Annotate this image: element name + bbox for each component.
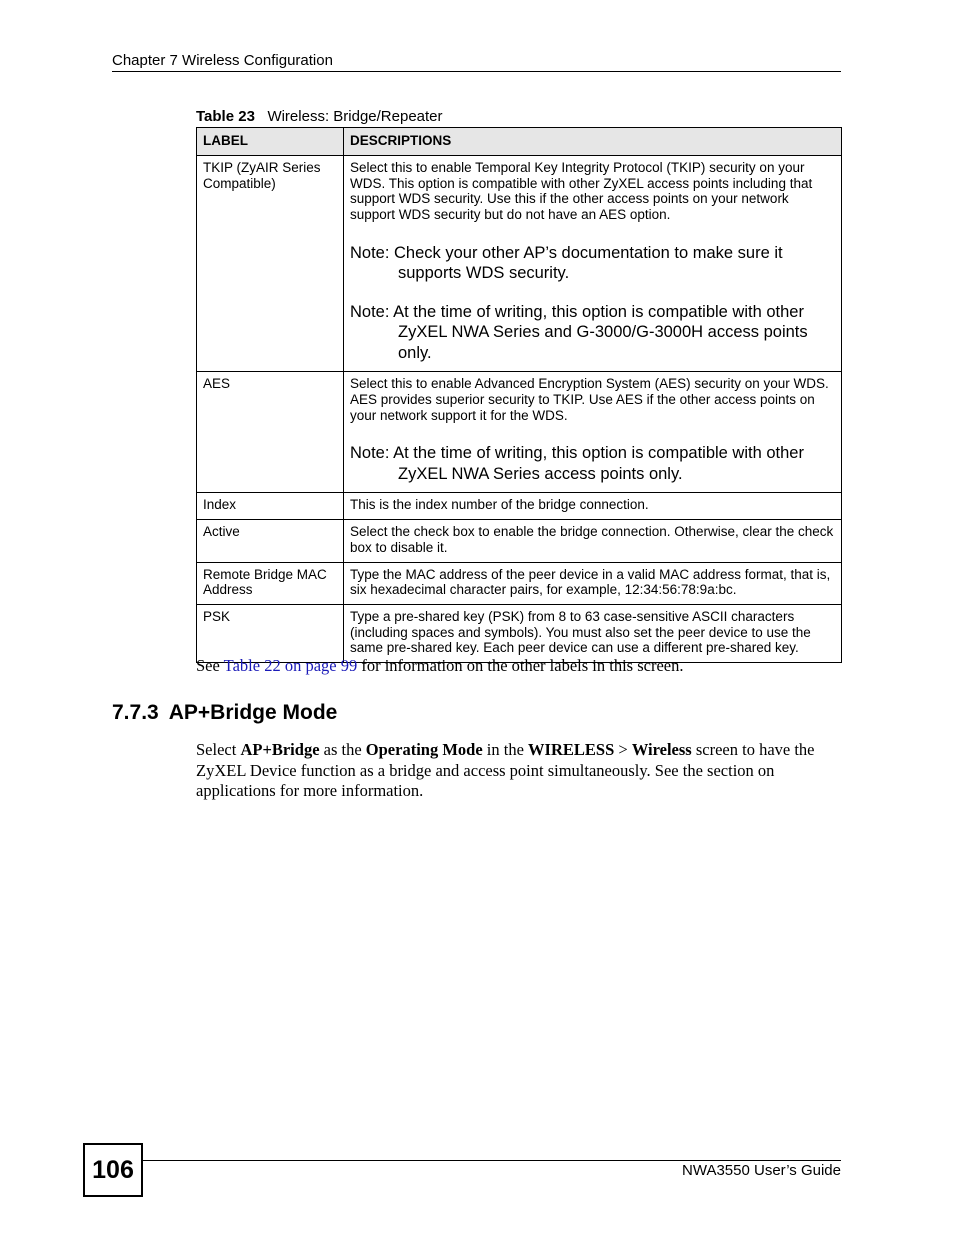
table-caption xyxy=(196,108,443,125)
row-description: Select this to enable Advanced Encryption System (AES) security on your WDS. AES provides superior security to TKIP. Use AES if the other access points on your network support it for the WDS. xyxy=(350,376,829,423)
body-bold-wireless-screen: Wireless xyxy=(631,740,692,759)
section-heading xyxy=(112,701,337,725)
body-text: > xyxy=(614,740,632,759)
table-header-row xyxy=(197,128,842,156)
row-description-cell xyxy=(344,156,842,372)
guide-title: NWA3550 User’s Guide xyxy=(682,1162,841,1179)
table-caption-title: Wireless: Bridge/Repeater xyxy=(267,108,443,125)
row-note: Note: At the time of writing, this option is compatible with other ZyXEL NWA Series and G-3000/G-3000H access points only. xyxy=(350,302,808,362)
section-title: AP+Bridge Mode xyxy=(168,701,338,724)
row-description: Select the check box to enable the bridge connection. Otherwise, clear the check box to disable it. xyxy=(344,520,842,562)
body-text: screen to have the ZyXEL Device function as a bridge and access point simultaneously. See the section on applications for more information. xyxy=(196,740,815,800)
table-row xyxy=(197,156,842,372)
body-bold-ap-bridge: AP+Bridge xyxy=(240,740,320,759)
column-header-descriptions: DESCRIPTIONS xyxy=(344,128,842,156)
row-label: TKIP (ZyAIR Series Compatible) xyxy=(197,156,344,372)
row-label: Active xyxy=(197,520,344,562)
body-text: in the xyxy=(482,740,529,759)
row-label: AES xyxy=(197,372,344,493)
wireless-bridge-repeater-table xyxy=(196,127,842,663)
section-body-paragraph xyxy=(196,740,841,802)
see-also-paragraph xyxy=(196,656,683,677)
row-description: Type a pre-shared key (PSK) from 8 to 63 case-sensitive ASCII characters (including spaces and symbols). You must also set the peer device to use the same pre-shared key. Each peer device can use a different pre-shared key. xyxy=(344,604,842,662)
chapter-header: Chapter 7 Wireless Configuration xyxy=(112,52,333,69)
row-description: Type the MAC address of the peer device in a valid MAC address format, that is, six hexadecimal character pairs, for example, 12:34:56:78:9a:bc. xyxy=(344,562,842,604)
row-label: Remote Bridge MAC Address xyxy=(197,562,344,604)
table-row xyxy=(197,493,842,520)
table-row xyxy=(197,520,842,562)
row-note: Note: Check your other AP’s documentation to make sure it supports WDS security. xyxy=(350,243,783,283)
row-label: PSK xyxy=(197,604,344,662)
row-note: Note: At the time of writing, this option is compatible with other ZyXEL NWA Series access points only. xyxy=(350,444,804,483)
body-bold-wireless-menu: WIRELESS xyxy=(528,740,615,759)
body-text: as the xyxy=(319,740,366,759)
row-description: Select this to enable Temporal Key Integrity Protocol (TKIP) security on your WDS. This option is compatible with other ZyXEL access points including that support WDS security. Use this if the other access points on your network support WDS security but do not have an AES option. xyxy=(350,160,813,223)
header-divider xyxy=(112,71,841,72)
table-row xyxy=(197,604,842,662)
section-number: 7.7.3 xyxy=(112,701,159,724)
table-row xyxy=(197,562,842,604)
see-also-suffix: for information on the other labels in this screen. xyxy=(357,656,684,675)
body-bold-operating-mode: Operating Mode xyxy=(365,740,483,759)
row-description: This is the index number of the bridge connection. xyxy=(344,493,842,520)
footer-divider xyxy=(141,1160,841,1161)
see-also-prefix: See xyxy=(196,656,224,675)
body-text: Select xyxy=(196,740,241,759)
table-22-link[interactable]: Table 22 on page 99 xyxy=(223,656,358,675)
table-caption-number: Table 23 xyxy=(196,108,255,125)
page-number: 106 xyxy=(83,1143,143,1197)
row-description-cell xyxy=(344,372,842,493)
row-label: Index xyxy=(197,493,344,520)
table-row xyxy=(197,372,842,493)
column-header-label: LABEL xyxy=(197,128,344,156)
